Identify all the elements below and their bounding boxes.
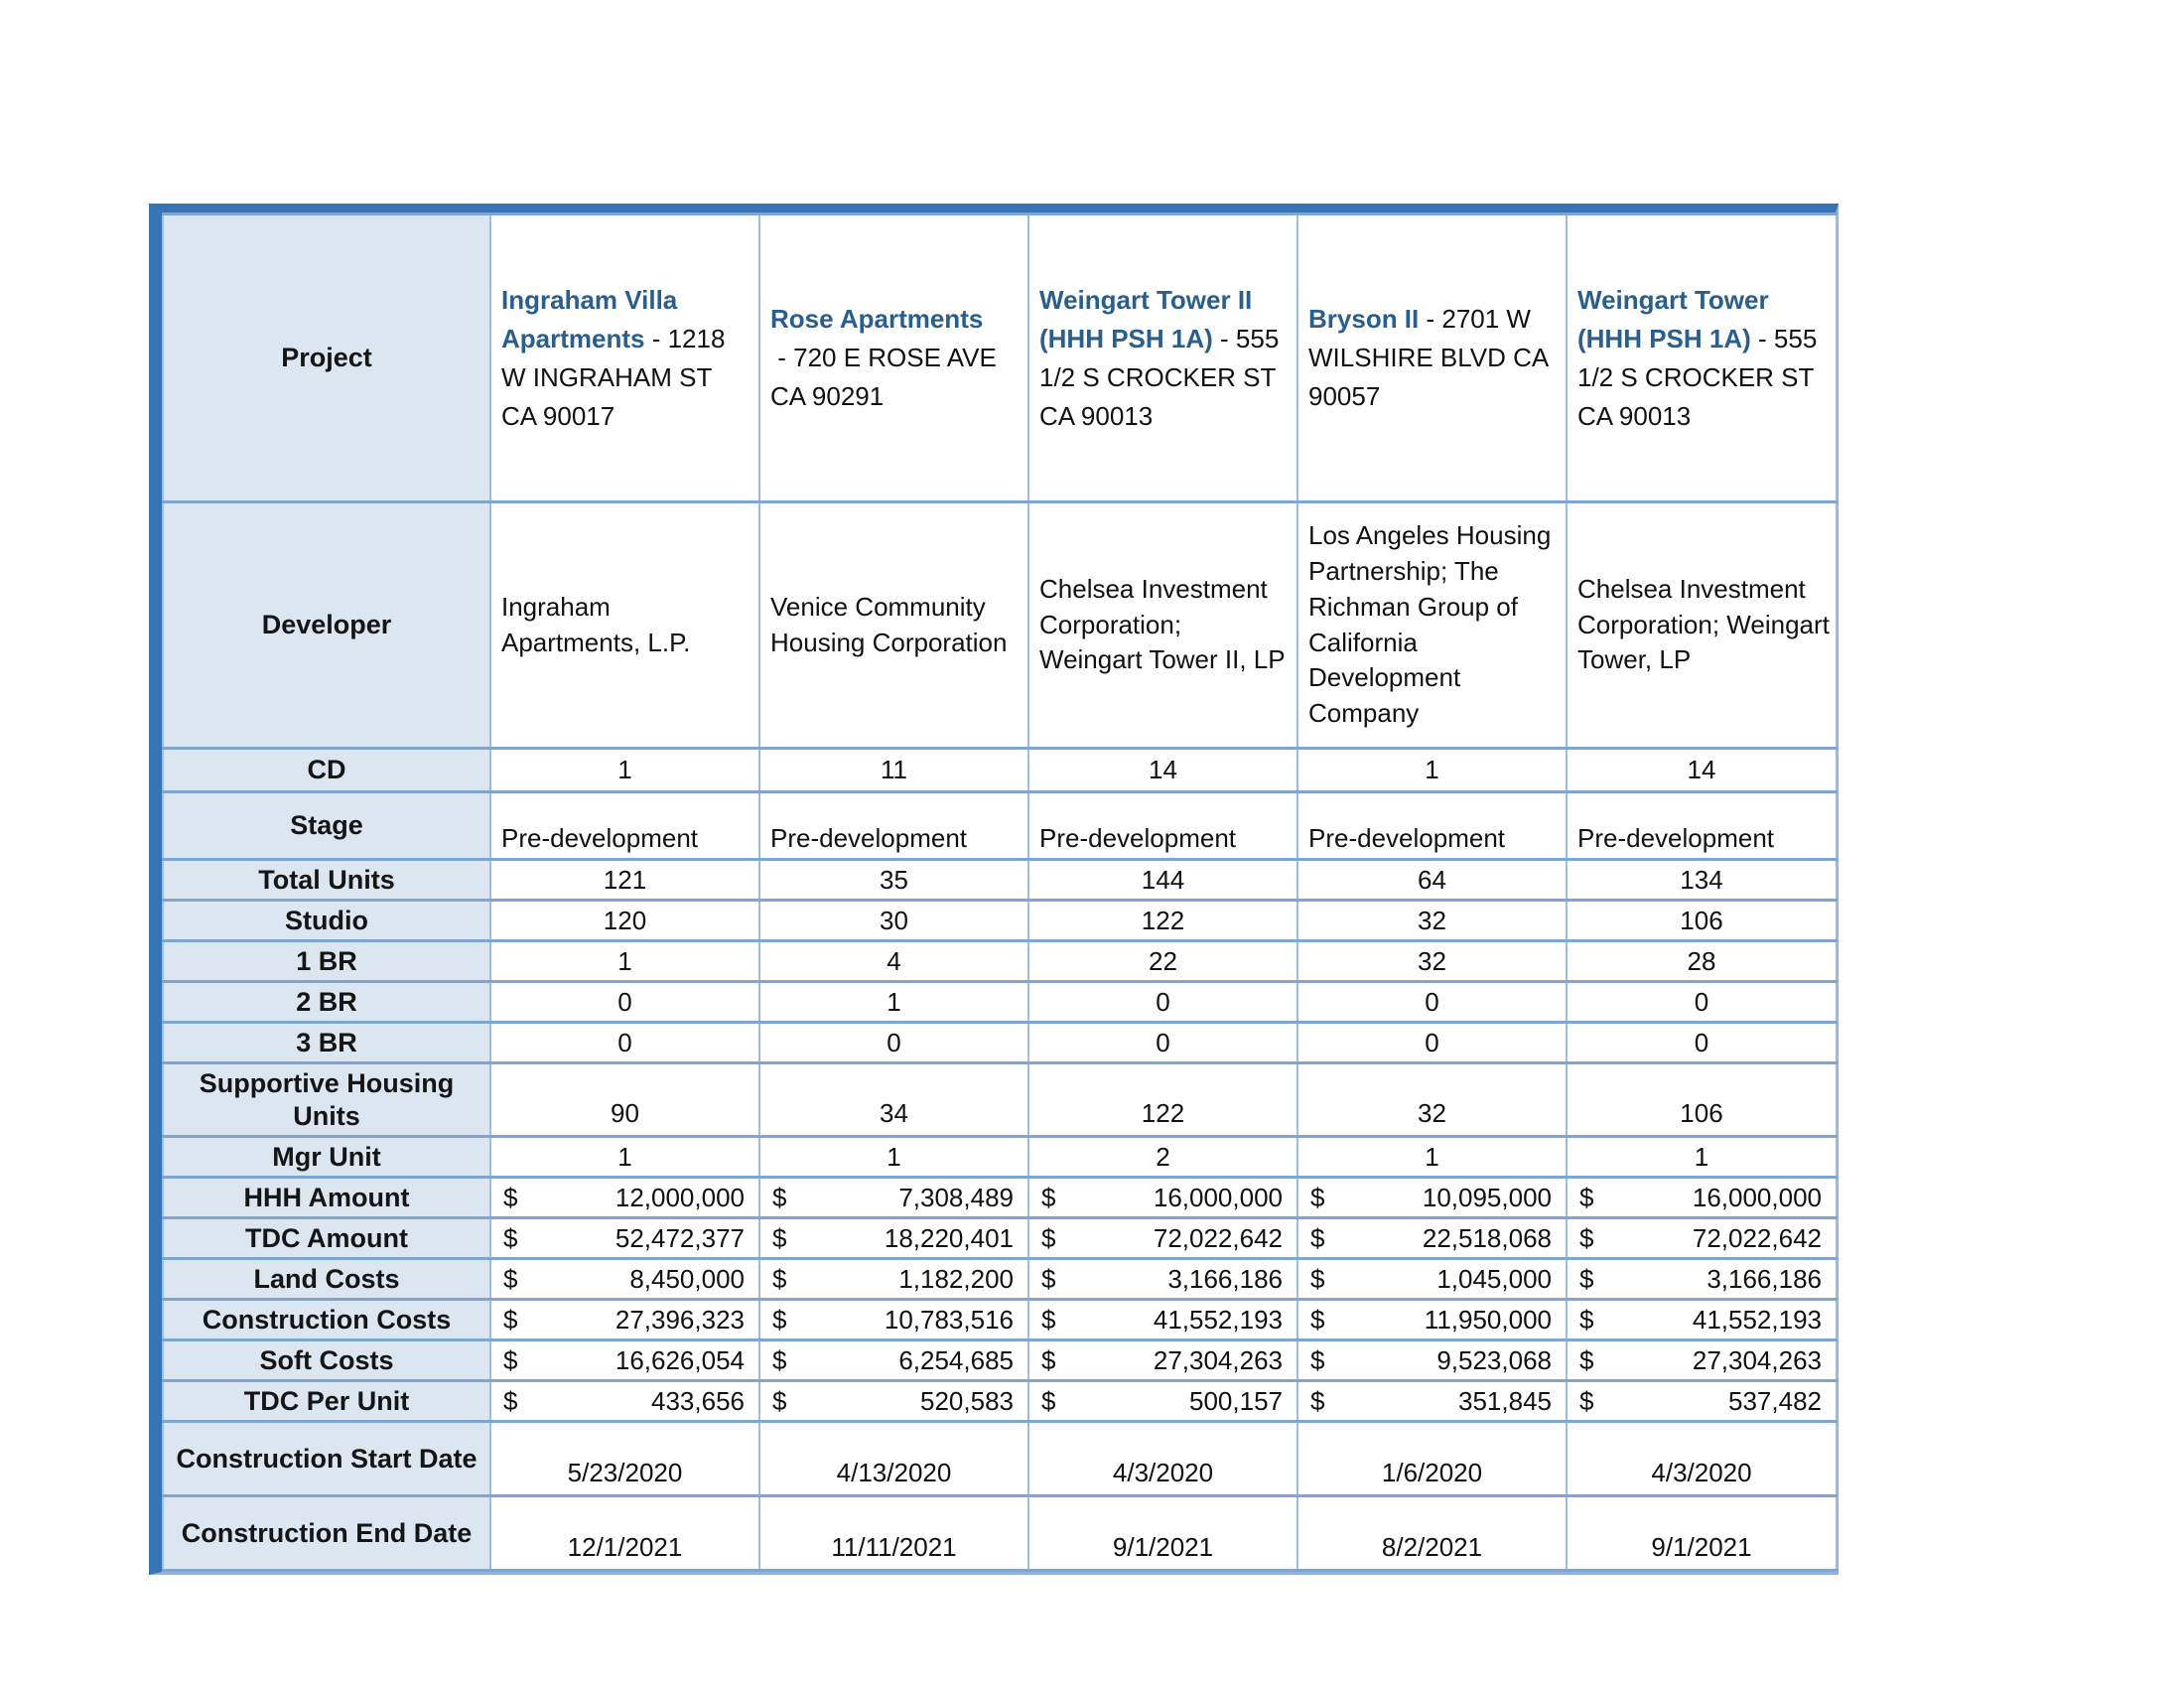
- table-row: [163, 860, 1837, 901]
- amount-value: 10,095,000: [1422, 1182, 1552, 1212]
- amount-value: 27,304,263: [1153, 1344, 1283, 1375]
- row-header: Developer: [163, 502, 490, 749]
- construction-start-date-cell: 1/6/2020: [1297, 1422, 1567, 1496]
- currency-symbol: $: [503, 1182, 518, 1212]
- tdc-amount-cell: [1297, 1218, 1567, 1259]
- money-row: [1298, 1386, 1566, 1417]
- tdc-amount-cell: [1567, 1218, 1837, 1259]
- currency-symbol: $: [1310, 1222, 1325, 1253]
- supportive-housing-units-cell: 90: [490, 1063, 759, 1137]
- amount-value: 6,254,685: [898, 1344, 1014, 1375]
- total-units-cell: 121: [490, 860, 759, 901]
- amount-value: 27,304,263: [1692, 1344, 1822, 1375]
- amount-value: 16,000,000: [1692, 1182, 1822, 1212]
- soft-costs-cell: [759, 1340, 1028, 1381]
- projects-table-body: [163, 214, 1837, 1571]
- currency-symbol: $: [1579, 1263, 1594, 1294]
- supportive-housing-units-cell: 106: [1567, 1063, 1837, 1137]
- tdc-per-unit-cell: [490, 1381, 759, 1422]
- mgr-unit-cell: 1: [490, 1137, 759, 1178]
- br-2-cell: 0: [1028, 982, 1297, 1023]
- project-cell: [1567, 214, 1837, 502]
- land-costs-cell: [1297, 1259, 1567, 1300]
- project-separator: -: [1750, 323, 1774, 353]
- studio-cell: 106: [1567, 901, 1837, 941]
- tdc-amount-cell: [490, 1218, 759, 1259]
- tdc-amount-cell: [759, 1218, 1028, 1259]
- project-separator: -: [644, 323, 668, 353]
- amount-value: 72,022,642: [1153, 1222, 1283, 1253]
- supportive-housing-units-cell: 34: [759, 1063, 1028, 1137]
- br-3-cell: 0: [490, 1023, 759, 1063]
- currency-symbol: $: [772, 1182, 787, 1212]
- amount-value: 11,950,000: [1424, 1304, 1552, 1335]
- construction-end-date-cell: 12/1/2021: [490, 1496, 759, 1571]
- currency-symbol: $: [1310, 1385, 1325, 1416]
- construction-start-date-cell: 5/23/2020: [490, 1422, 759, 1496]
- studio-cell: 30: [759, 901, 1028, 941]
- row-header: Total Units: [163, 860, 490, 901]
- developer-cell: Los Angeles Housing Partnership; The Richman Group of California Development Company: [1297, 502, 1567, 749]
- currency-symbol: $: [772, 1263, 787, 1294]
- currency-symbol: $: [1041, 1385, 1056, 1416]
- amount-value: 27,396,323: [614, 1304, 745, 1335]
- amount-value: 41,552,193: [1692, 1304, 1822, 1335]
- studio-cell: 32: [1297, 901, 1567, 941]
- project-cell: [1028, 214, 1297, 502]
- money-row: [1029, 1345, 1297, 1376]
- developer-cell: Chelsea Investment Corporation; Weingart Tower, LP: [1567, 502, 1837, 749]
- developer-cell: Chelsea Investment Corporation; Weingart Tower II, LP: [1028, 502, 1297, 749]
- construction-end-date-cell: 11/11/2021: [759, 1496, 1028, 1571]
- row-header: 3 BR: [163, 1023, 490, 1063]
- table-row: [163, 1340, 1837, 1381]
- money-row: [760, 1345, 1027, 1376]
- amount-value: 3,166,186: [1706, 1263, 1822, 1294]
- br-2-cell: 1: [759, 982, 1028, 1023]
- amount-value: 1,182,200: [898, 1263, 1014, 1294]
- project-name: Weingart Tower (HHH PSH 1A): [1577, 284, 1769, 353]
- project-address: 1218 W INGRAHAM ST CA 90017: [501, 323, 726, 431]
- hhh-amount-cell: [490, 1178, 759, 1218]
- currency-symbol: $: [1041, 1263, 1056, 1294]
- project-address: 555 1/2 S CROCKER ST CA 90013: [1577, 323, 1818, 431]
- money-row: [760, 1223, 1027, 1254]
- tdc-per-unit-cell: [759, 1381, 1028, 1422]
- studio-cell: 120: [490, 901, 759, 941]
- stage-cell: Pre-development: [1297, 792, 1567, 860]
- table-row: [163, 1137, 1837, 1178]
- land-costs-cell: [1567, 1259, 1837, 1300]
- row-header: Mgr Unit: [163, 1137, 490, 1178]
- projects-table: [162, 212, 1838, 1572]
- currency-symbol: $: [1041, 1182, 1056, 1212]
- money-row: [1029, 1386, 1297, 1417]
- soft-costs-cell: [490, 1340, 759, 1381]
- amount-value: 3,166,186: [1167, 1263, 1283, 1294]
- money-row: [760, 1386, 1027, 1417]
- construction-start-date-cell: 4/3/2020: [1567, 1422, 1837, 1496]
- br-1-cell: 1: [490, 941, 759, 982]
- stage-cell: Pre-development: [759, 792, 1028, 860]
- amount-value: 7,308,489: [898, 1182, 1014, 1212]
- currency-symbol: $: [772, 1385, 787, 1416]
- cd-cell: 1: [490, 749, 759, 792]
- project-name: Ingraham Villa Apartments: [501, 284, 678, 353]
- row-header: TDC Per Unit: [163, 1381, 490, 1422]
- cd-cell: 1: [1297, 749, 1567, 792]
- construction-end-date-cell: 8/2/2021: [1297, 1496, 1567, 1571]
- money-row: [760, 1264, 1027, 1295]
- money-row: [1568, 1223, 1836, 1254]
- money-row: [760, 1183, 1027, 1213]
- project-address: 720 E ROSE AVE CA 90291: [770, 343, 997, 411]
- stage-cell: Pre-development: [1567, 792, 1837, 860]
- money-row: [491, 1223, 758, 1254]
- hhh-amount-cell: [1567, 1178, 1837, 1218]
- project-address: 555 1/2 S CROCKER ST CA 90013: [1039, 323, 1280, 431]
- currency-symbol: $: [503, 1385, 518, 1416]
- br-1-cell: 32: [1297, 941, 1567, 982]
- currency-symbol: $: [1310, 1344, 1325, 1375]
- currency-symbol: $: [503, 1263, 518, 1294]
- construction-costs-cell: [759, 1300, 1028, 1340]
- row-header: Land Costs: [163, 1259, 490, 1300]
- project-cell: [759, 214, 1028, 502]
- money-row: [1568, 1264, 1836, 1295]
- cd-cell: 14: [1028, 749, 1297, 792]
- row-header: Supportive Housing Units: [163, 1063, 490, 1137]
- money-row: [491, 1183, 758, 1213]
- amount-value: 433,656: [651, 1385, 745, 1416]
- amount-value: 1,045,000: [1436, 1263, 1552, 1294]
- amount-value: 520,583: [920, 1385, 1014, 1416]
- land-costs-cell: [1028, 1259, 1297, 1300]
- amount-value: 537,482: [1728, 1385, 1822, 1416]
- row-header: Soft Costs: [163, 1340, 490, 1381]
- total-units-cell: 144: [1028, 860, 1297, 901]
- stage-cell: Pre-development: [490, 792, 759, 860]
- currency-symbol: $: [503, 1222, 518, 1253]
- currency-symbol: $: [1041, 1344, 1056, 1375]
- currency-symbol: $: [503, 1344, 518, 1375]
- amount-value: 10,783,516: [884, 1304, 1014, 1335]
- currency-symbol: $: [503, 1304, 518, 1335]
- money-row: [1029, 1305, 1297, 1336]
- money-row: [1568, 1386, 1836, 1417]
- construction-end-date-cell: 9/1/2021: [1567, 1496, 1837, 1571]
- money-row: [491, 1305, 758, 1336]
- br-3-cell: 0: [759, 1023, 1028, 1063]
- row-header: 2 BR: [163, 982, 490, 1023]
- project-address: 2701 W WILSHIRE BLVD CA 90057: [1308, 304, 1548, 411]
- money-row: [1298, 1183, 1566, 1213]
- currency-symbol: $: [772, 1222, 787, 1253]
- money-row: [1029, 1183, 1297, 1213]
- tdc-per-unit-cell: [1297, 1381, 1567, 1422]
- project-name: Bryson II: [1308, 304, 1420, 334]
- br-2-cell: 0: [1297, 982, 1567, 1023]
- amount-value: 8,450,000: [629, 1263, 745, 1294]
- money-row: [1298, 1345, 1566, 1376]
- row-header: CD: [163, 749, 490, 792]
- mgr-unit-cell: 1: [759, 1137, 1028, 1178]
- table-row: [163, 941, 1837, 982]
- developer-cell: Ingraham Apartments, L.P.: [490, 502, 759, 749]
- amount-value: 72,022,642: [1692, 1222, 1822, 1253]
- currency-symbol: $: [1041, 1304, 1056, 1335]
- row-header: Construction End Date: [163, 1496, 490, 1571]
- cd-cell: 11: [759, 749, 1028, 792]
- table-row: [163, 1218, 1837, 1259]
- table-row: [163, 1178, 1837, 1218]
- project-separator: -: [1419, 304, 1442, 334]
- amount-value: 500,157: [1189, 1385, 1283, 1416]
- currency-symbol: $: [1579, 1304, 1594, 1335]
- br-2-cell: 0: [1567, 982, 1837, 1023]
- row-header: 1 BR: [163, 941, 490, 982]
- money-row: [491, 1264, 758, 1295]
- currency-symbol: $: [1579, 1222, 1594, 1253]
- cd-cell: 14: [1567, 749, 1837, 792]
- mgr-unit-cell: 1: [1567, 1137, 1837, 1178]
- project-separator: -: [770, 343, 794, 372]
- soft-costs-cell: [1567, 1340, 1837, 1381]
- money-row: [1298, 1223, 1566, 1254]
- table-row: [163, 502, 1837, 749]
- currency-symbol: $: [772, 1344, 787, 1375]
- amount-value: 351,845: [1458, 1385, 1552, 1416]
- amount-value: 16,000,000: [1153, 1182, 1283, 1212]
- project-separator: -: [1212, 323, 1236, 353]
- studio-cell: 122: [1028, 901, 1297, 941]
- stage-cell: Pre-development: [1028, 792, 1297, 860]
- tdc-per-unit-cell: [1028, 1381, 1297, 1422]
- amount-value: 22,518,068: [1422, 1222, 1552, 1253]
- money-row: [1568, 1183, 1836, 1213]
- table-row: [163, 1300, 1837, 1340]
- currency-symbol: $: [1310, 1304, 1325, 1335]
- construction-costs-cell: [490, 1300, 759, 1340]
- hhh-amount-cell: [1297, 1178, 1567, 1218]
- table-row: [163, 214, 1837, 502]
- land-costs-cell: [490, 1259, 759, 1300]
- project-name: Weingart Tower II (HHH PSH 1A): [1039, 284, 1253, 353]
- br-3-cell: 0: [1567, 1023, 1837, 1063]
- amount-value: 52,472,377: [614, 1222, 745, 1253]
- currency-symbol: $: [772, 1304, 787, 1335]
- table-row: [163, 901, 1837, 941]
- row-header: Construction Start Date: [163, 1422, 490, 1496]
- construction-start-date-cell: 4/3/2020: [1028, 1422, 1297, 1496]
- br-1-cell: 28: [1567, 941, 1837, 982]
- amount-value: 41,552,193: [1153, 1304, 1283, 1335]
- money-row: [1029, 1223, 1297, 1254]
- soft-costs-cell: [1028, 1340, 1297, 1381]
- supportive-housing-units-cell: 122: [1028, 1063, 1297, 1137]
- br-1-cell: 22: [1028, 941, 1297, 982]
- row-header: Project: [163, 214, 490, 502]
- construction-start-date-cell: 4/13/2020: [759, 1422, 1028, 1496]
- table-row: [163, 1381, 1837, 1422]
- currency-symbol: $: [1310, 1182, 1325, 1212]
- table-row: [163, 1496, 1837, 1571]
- br-2-cell: 0: [490, 982, 759, 1023]
- currency-symbol: $: [1041, 1222, 1056, 1253]
- row-header: Construction Costs: [163, 1300, 490, 1340]
- money-row: [1298, 1305, 1566, 1336]
- developer-cell: Venice Community Housing Corporation: [759, 502, 1028, 749]
- br-1-cell: 4: [759, 941, 1028, 982]
- money-row: [1029, 1264, 1297, 1295]
- row-header: HHH Amount: [163, 1178, 490, 1218]
- projects-table-border: [149, 204, 1839, 1575]
- amount-value: 9,523,068: [1436, 1344, 1552, 1375]
- currency-symbol: $: [1579, 1385, 1594, 1416]
- land-costs-cell: [759, 1259, 1028, 1300]
- supportive-housing-units-cell: 32: [1297, 1063, 1567, 1137]
- currency-symbol: $: [1310, 1263, 1325, 1294]
- project-cell: [1297, 214, 1567, 502]
- table-row: [163, 1023, 1837, 1063]
- table-row: [163, 1063, 1837, 1137]
- currency-symbol: $: [1579, 1344, 1594, 1375]
- tdc-per-unit-cell: [1567, 1381, 1837, 1422]
- table-row: [163, 982, 1837, 1023]
- project-name: Rose Apartments: [770, 304, 984, 334]
- tdc-amount-cell: [1028, 1218, 1297, 1259]
- total-units-cell: 134: [1567, 860, 1837, 901]
- total-units-cell: 35: [759, 860, 1028, 901]
- table-row: [163, 749, 1837, 792]
- construction-costs-cell: [1297, 1300, 1567, 1340]
- project-cell: [490, 214, 759, 502]
- currency-symbol: $: [1579, 1182, 1594, 1212]
- amount-value: 18,220,401: [884, 1222, 1014, 1253]
- mgr-unit-cell: 2: [1028, 1137, 1297, 1178]
- construction-costs-cell: [1028, 1300, 1297, 1340]
- row-header: Studio: [163, 901, 490, 941]
- soft-costs-cell: [1297, 1340, 1567, 1381]
- money-row: [491, 1386, 758, 1417]
- hhh-amount-cell: [1028, 1178, 1297, 1218]
- money-row: [1568, 1345, 1836, 1376]
- money-row: [1298, 1264, 1566, 1295]
- amount-value: 16,626,054: [614, 1344, 745, 1375]
- table-row: [163, 1422, 1837, 1496]
- amount-value: 12,000,000: [614, 1182, 745, 1212]
- table-row: [163, 1259, 1837, 1300]
- money-row: [760, 1305, 1027, 1336]
- construction-costs-cell: [1567, 1300, 1837, 1340]
- row-header: Stage: [163, 792, 490, 860]
- construction-end-date-cell: 9/1/2021: [1028, 1496, 1297, 1571]
- total-units-cell: 64: [1297, 860, 1567, 901]
- table-row: [163, 792, 1837, 860]
- hhh-amount-cell: [759, 1178, 1028, 1218]
- money-row: [1568, 1305, 1836, 1336]
- br-3-cell: 0: [1297, 1023, 1567, 1063]
- mgr-unit-cell: 1: [1297, 1137, 1567, 1178]
- br-3-cell: 0: [1028, 1023, 1297, 1063]
- money-row: [491, 1345, 758, 1376]
- row-header: TDC Amount: [163, 1218, 490, 1259]
